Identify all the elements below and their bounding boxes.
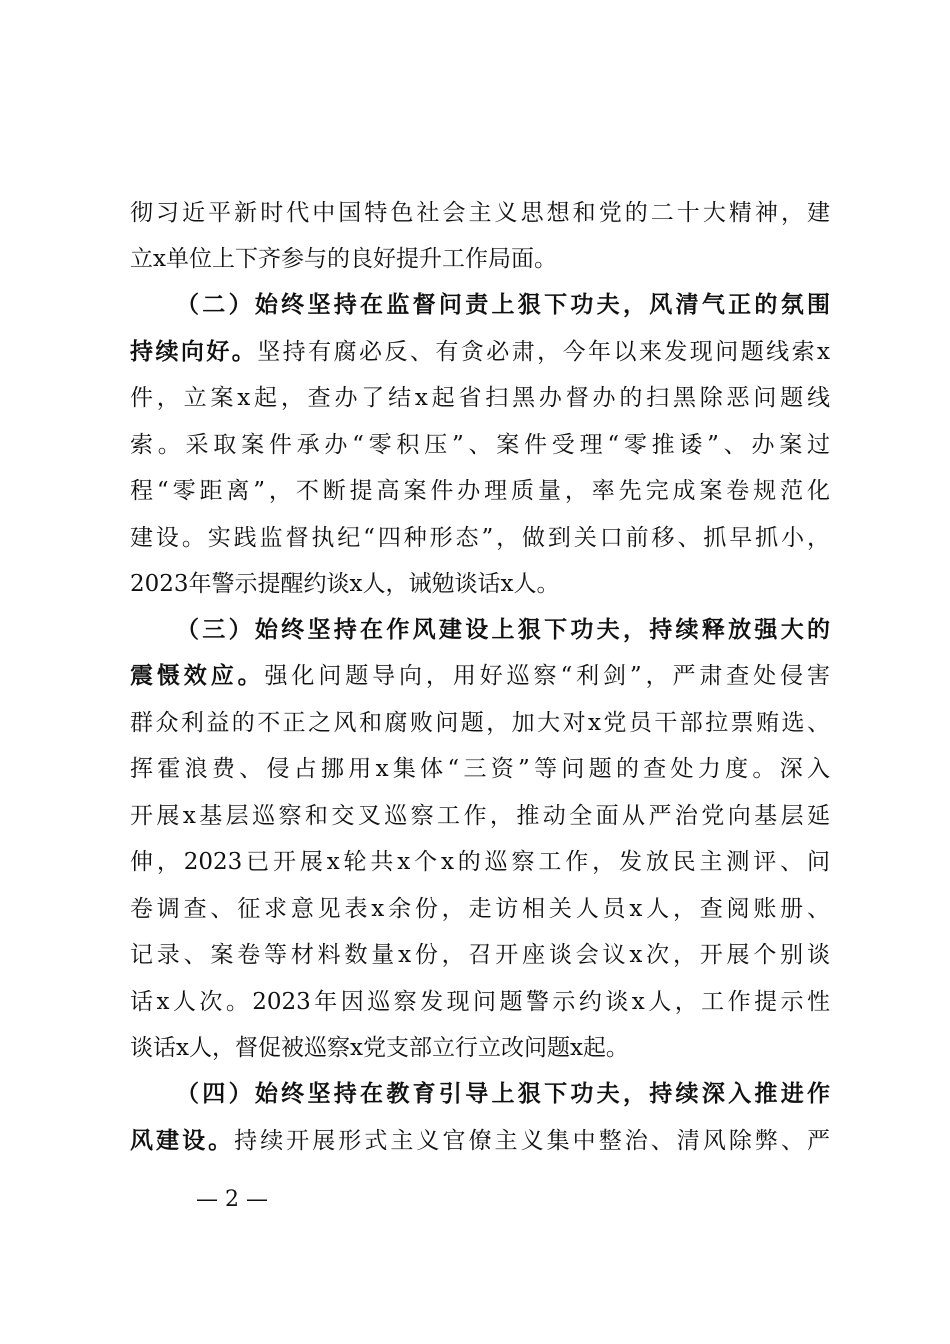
section-heading-4: （四）始终坚持在教育引导上狠下功夫，持续深入推进作 (176, 1080, 830, 1107)
paragraph-line: 彻习近平新时代中国特色社会主义思想和党的二十大精神，建 (130, 200, 830, 226)
paragraph-line: 程“零距离”，不断提高案件办理质量，率先完成案卷规范化 (130, 478, 830, 504)
paragraph-text: 强化问题导向，用好巡察“利剑”，严肃查处侵害 (264, 663, 830, 689)
section-heading-3-cont: 震慑效应。 (130, 662, 265, 689)
paragraph-line: 立x单位上下齐参与的良好提升工作局面。 (130, 246, 557, 272)
paragraph-line: 群众利益的不正之风和腐败问题，加大对x党员干部拉票贿选、 (130, 710, 830, 736)
section-heading-3: （三）始终坚持在作风建设上狠下功夫，持续释放强大的 (176, 616, 830, 643)
section-heading-2-cont: 持续向好。 (130, 338, 258, 365)
paragraph-line: 谈话x人，督促被巡察x党支部立行立改问题x起。 (130, 1035, 629, 1061)
paragraph-text: 持续开展形式主义官僚主义集中整治、清风除弊、严 (234, 1128, 831, 1154)
section-heading-4-cont: 风建设。 (130, 1127, 235, 1154)
paragraph-line (130, 1126, 830, 1156)
page-number: — 2 — (196, 1187, 268, 1212)
paragraph-line: 件，立案x起，查办了结x起省扫黑办督办的扫黑除恶问题线 (130, 385, 830, 411)
paragraph-line: 建设。实践监督执纪“四种形态”，做到关口前移、抓早抓小， (130, 525, 830, 551)
paragraph-line: 话x人次。2023年因巡察发现问题警示约谈x人，工作提示性 (130, 989, 830, 1015)
section-heading-2: （二）始终坚持在监督问责上狠下功夫，风清气正的氛围 (176, 291, 830, 318)
paragraph-line: 索。采取案件承办“零积压”、案件受理“零推诿”、办案过 (130, 432, 830, 458)
paragraph-line: 开展x基层巡察和交叉巡察工作，推动全面从严治党向基层延 (130, 803, 830, 829)
paragraph-line (130, 661, 830, 691)
paragraph-line: 卷调查、征求意见表x余份，走访相关人员x人，查阅账册、 (130, 896, 830, 922)
paragraph-line: 伸，2023已开展x轮共x个x的巡察工作，发放民主测评、问 (130, 849, 830, 875)
paragraph-line (130, 337, 830, 367)
paragraph-line: 2023年警示提醒约谈x人，诫勉谈话x人。 (130, 571, 560, 597)
paragraph-text: 坚持有腐必反、有贪必肃，今年以来发现问题线索x (257, 339, 830, 365)
paragraph-line: 挥霍浪费、侵占挪用x集体“三资”等问题的查处力度。深入 (130, 756, 830, 782)
paragraph-line: 记录、案卷等材料数量x份，召开座谈会议x次，开展个别谈 (130, 942, 830, 968)
